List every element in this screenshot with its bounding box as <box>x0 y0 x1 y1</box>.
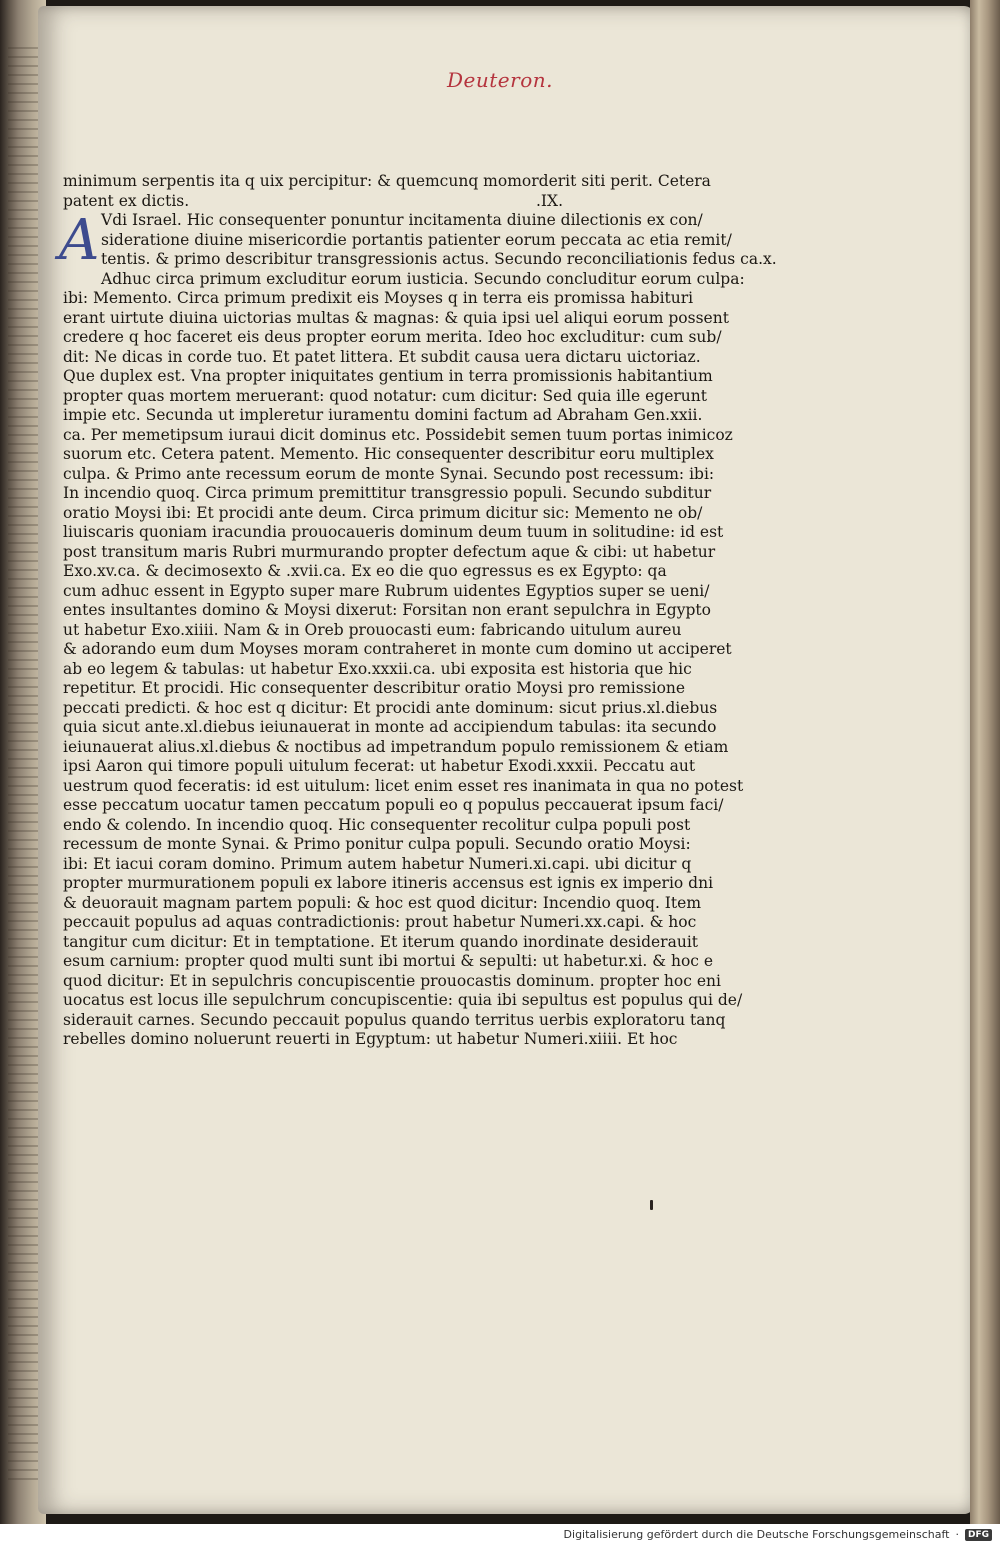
text-line: esse peccatum uocatur tamen peccatum populi eo q populus peccauerat ipsum faci/ <box>63 796 724 814</box>
text-line: entes insultantes domino & Moysi dixerut: Forsitan non erant sepulchra in Egypto <box>63 601 711 619</box>
text-line: Que duplex est. Vna propter iniquitates gentium in terra promissionis habitantium <box>63 367 713 385</box>
text-line: tangitur cum dicitur: Et in temptatione. Et iterum quando inordinate desiderauit <box>63 932 699 951</box>
text-line: liuiscaris quoniam iracundia prouocaueris dominum deum tuum in solitudine: id est <box>63 523 724 541</box>
text-line: ibi: Et iacui coram domino. Primum autem habetur Numeri.xi.capi. ubi dicitur q <box>63 854 692 873</box>
chapter-heading <box>63 192 703 212</box>
decorated-initial: A <box>59 208 100 273</box>
text-line: rebelles domino noluerunt reuerti in Egyptum: ut habetur Numeri.xiiii. Et hoc <box>63 1030 678 1048</box>
intro-lines <box>63 172 711 192</box>
text-line: ut habetur Exo.xiiii. Nam & in Oreb prouocasti eum: fabricando uitulum aureu <box>63 620 682 639</box>
text-line: recessum de monte Synai. & Primo ponitur culpa populi. Secundo oratio Moysi: <box>63 835 691 853</box>
text-line: endo & colendo. In incendio quoq. Hic consequenter recolitur culpa populi post <box>63 815 691 834</box>
text-line: post transitum maris Rubri murmurando propter defectum aque & cibi: ut habetur <box>63 542 716 561</box>
text-line: propter murmurationem populi ex labore itineris accensus est ignis ex imperio dni <box>63 874 714 892</box>
text-line: suorum etc. Cetera patent. Memento. Hic consequenter describitur eoru multiplex <box>63 445 714 463</box>
text-line: siderauit carnes. Secundo peccauit populus quando territus uerbis exploratoru tanq <box>63 1010 726 1029</box>
text-line: ab eo legem & tabulas: ut habetur Exo.xxxii.ca. ubi exposita est historia que hic <box>63 659 692 678</box>
ink-mark <box>650 1200 653 1210</box>
text-line: peccati predicti. & hoc est q dicitur: Et procidi ante dominum: sicut prius.xl.diebus <box>63 698 718 717</box>
text-line: minimum serpentis ita q uix percipitur: & quemcunq momorderit siti perit. Cetera <box>63 172 711 190</box>
text-line: Adhuc circa primum excluditur eorum iusticia. Secundo concluditur eorum culpa: <box>101 269 745 288</box>
text-line: esum carnium: propter quod multi sunt ibi mortui & sepulti: ut habetur.xi. & hoc e <box>63 952 714 970</box>
text-line: repetitur. Et procidi. Hic consequenter describitur oratio Moysi pro remissione <box>63 679 686 697</box>
text-line: impie etc. Secunda ut impleretur iuramentu domini factum ad Abraham Gen.xxii. <box>63 406 703 424</box>
text-line: uestrum quod feceratis: id est uitulum: licet enim esset res inanimata in qua no potest <box>63 776 744 795</box>
text-line: sideratione diuine misericordie portantis patienter eorum peccata ac etia remit/ <box>101 230 732 249</box>
text-line: dit: Ne dicas in corde tuo. Et patet littera. Et subdit causa uera dictaru uictoriaz. <box>63 347 701 366</box>
text-line: erant uirtute diuina uictorias multas & magnas: & quia ipsi uel aliqui eorum possent <box>63 308 729 327</box>
text-line: ipsi Aaron qui timore populi uitulum fecerat: ut habetur Exodi.xxxii. Peccatu aut <box>63 757 696 775</box>
text-line: peccauit populus ad aquas contradictionis: prout habetur Numeri.xx.capi. & hoc <box>63 913 697 931</box>
initial-paragraph <box>59 208 777 273</box>
text-line: culpa. & Primo ante recessum eorum de monte Synai. Secundo post recessum: ibi: <box>63 464 715 483</box>
text-line: & deuorauit magnam partem populi: & hoc est quod dicitur: Incendio quoq. Item <box>63 893 702 912</box>
text-line: oratio Moysi ibi: Et procidi ante deum. Circa primum dicitur sic: Memento ne ob/ <box>63 503 703 522</box>
dfg-logo-icon: DFG <box>965 1529 992 1541</box>
body-lines <box>63 269 745 1050</box>
text-line: & adorando eum dum Moyses moram contraheret in monte cum domino ut acciperet <box>63 640 732 658</box>
text-line: Exo.xv.ca. & decimosexto & .xvii.ca. Ex eo die quo egressus es ex Egypto: qa <box>63 562 667 580</box>
text-line: ca. Per memetipsum iuraui dicit dominus etc. Possidebit semen tuum portas inimicoz <box>63 425 733 444</box>
footer-bar <box>0 1524 1000 1545</box>
separator: · <box>955 1528 959 1541</box>
chapter-number: .IX. <box>535 191 563 210</box>
right-page-edges <box>970 0 1000 1524</box>
text-line: credere q hoc faceret eis deus propter eorum merita. Ideo hoc excluditur: cum sub/ <box>63 328 722 346</box>
text-line: cum adhuc essent in Egypto super mare Rubrum uidentes Egyptios super se ueni/ <box>63 581 710 600</box>
text-line: ieiunauerat alius.xl.diebus & noctibus ad impetrandum populo remissionem & etiam <box>63 737 729 756</box>
text-line: propter quas mortem meruerant: quod notatur: cum dicitur: Sed quia ille egerunt <box>63 386 707 405</box>
text-line: ibi: Memento. Circa primum predixit eis Moyses q in terra eis promissa habituri <box>63 289 694 307</box>
text-line: quod dicitur: Et in sepulchris concupiscentie prouocastis dominum. propter hoc eni <box>63 971 721 990</box>
text-line: uocatus est locus ille sepulchrum concupiscentie: quia ibi sepultus est populus qui de/ <box>63 991 743 1009</box>
text-line: Vdi Israel. Hic consequenter ponuntur incitamenta diuine dilectionis ex con/ <box>101 211 703 229</box>
running-title: Deuteron. <box>447 68 553 92</box>
initial-lines <box>63 211 777 270</box>
text-line: tentis. & primo describitur transgressionis actus. Secundo reconciliationis fedus ca.x. <box>101 250 777 268</box>
text-line: quia sicut ante.xl.diebus ieiunauerat in monte ad accipiendum tabulas: ita secundo <box>63 718 717 736</box>
text-block <box>59 172 777 1050</box>
text-line: In incendio quoq. Circa primum premittitur transgressio populi. Secundo subditur <box>63 484 712 502</box>
footer-credit: Digitalisierung gefördert durch die Deutsche Forschungsgemeinschaft <box>563 1528 950 1541</box>
chapter-pre: patent ex dictis. <box>63 191 190 210</box>
